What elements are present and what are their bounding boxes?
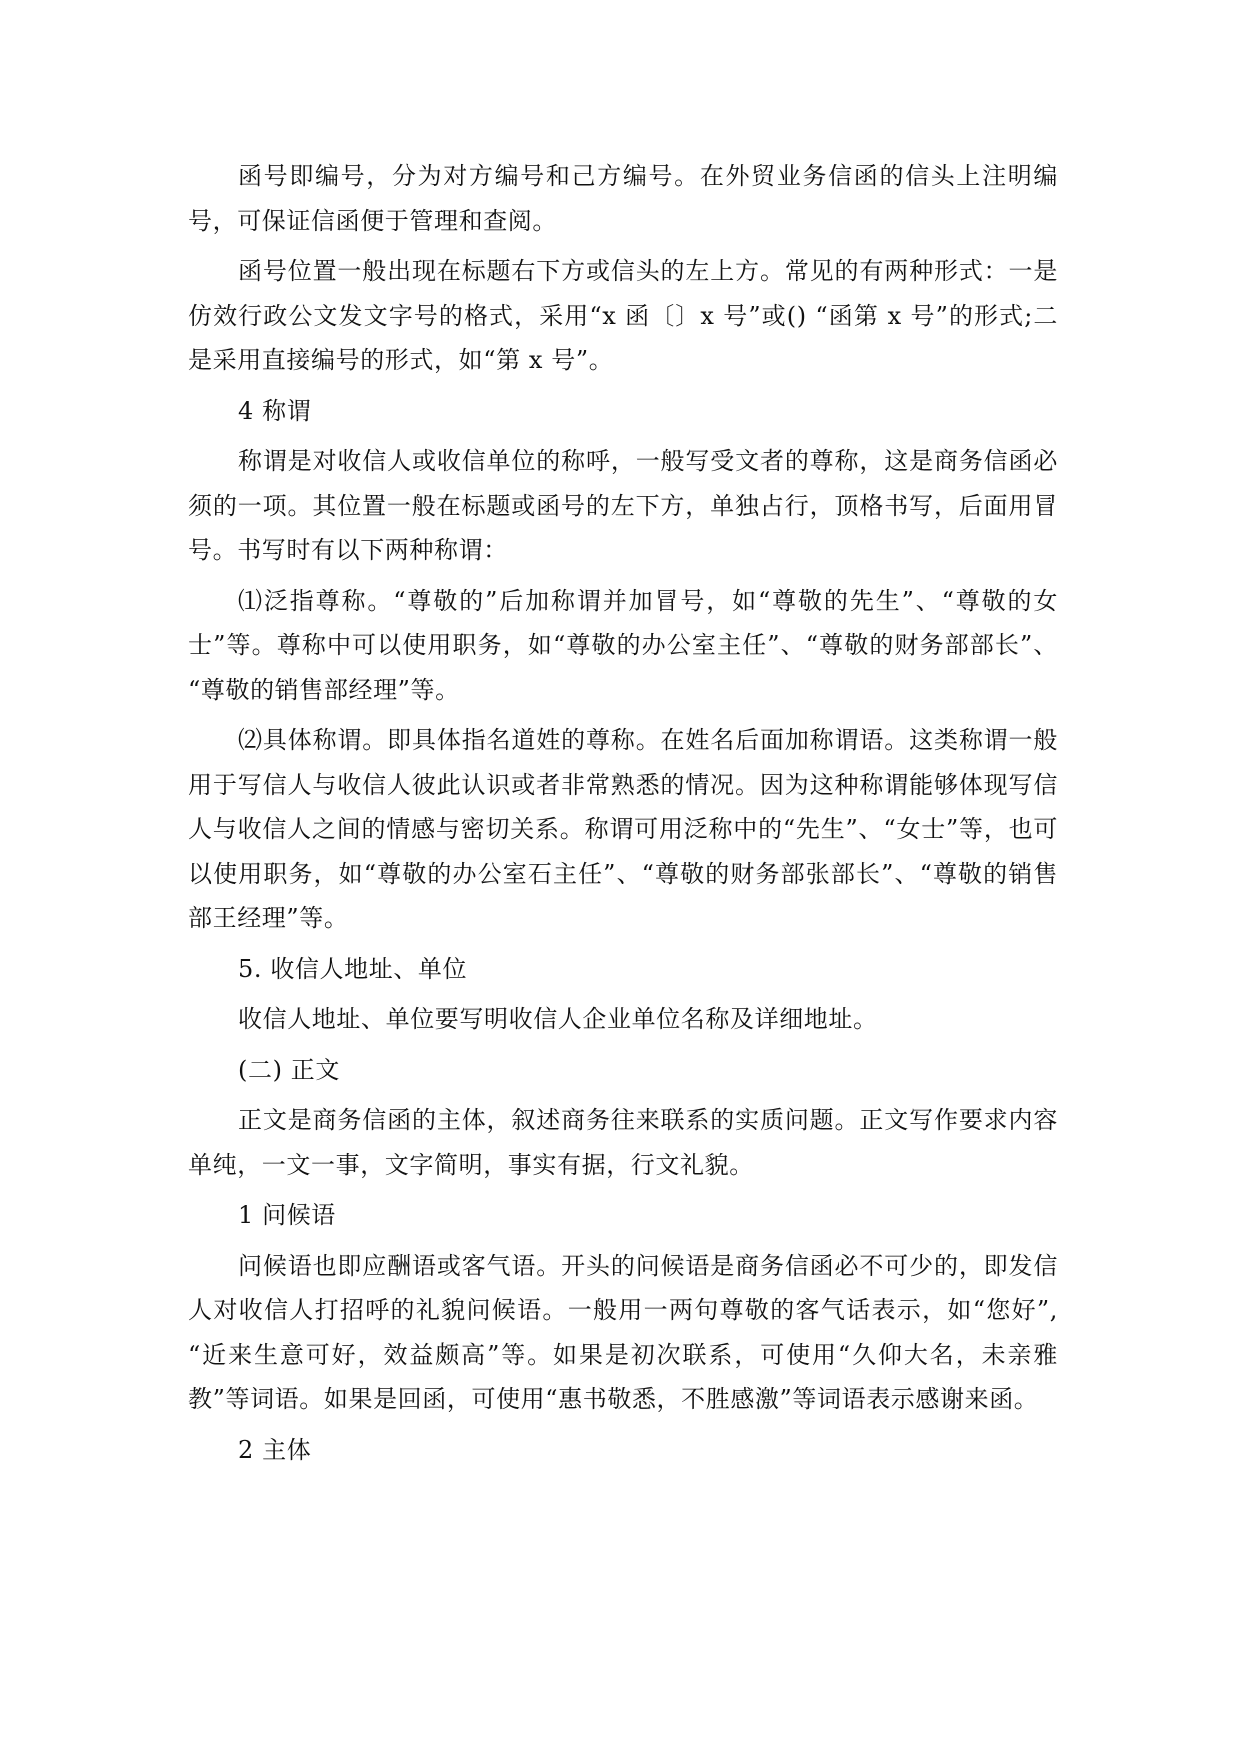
section-heading: 1 问候语 — [238, 1201, 336, 1229]
document-body — [188, 154, 1058, 1478]
paragraph: 正文是商务信函的主体，叙述商务往来联系的实质问题。正文写作要求内容单纯，一文一事，文字简明，事实有据，行文礼貌。 — [188, 1106, 1058, 1179]
paragraph: 问候语也即应酬语或客气语。开头的问候语是商务信函必不可少的，即发信人对收信人打招呼的礼貌问候语。一般用一两句尊敬的客气话表示，如“您好”, “近来生意可好，效益颇高”等。如果是初次联系，可使用“久仰大名，未亲雅教”等词语。如果是回函，可使用“惠书敬悉，不胜感激”等词语表示感谢来函。 — [188, 1251, 1058, 1413]
paragraph: 函号位置一般出现在标题右下方或信头的左上方。常见的有两种形式：一是仿效行政公文发文字号的格式，采用“x 函〔〕x 号”或() “函第 x 号”的形式;二是采用直接编号的形式，如“第 x 号”。 — [188, 257, 1058, 374]
section-heading: 4 称谓 — [238, 396, 312, 425]
paragraph: 函号即编号，分为对方编号和己方编号。在外贸业务信函的信头上注明编号，可保证信函便于管理和查阅。 — [188, 162, 1058, 235]
section-heading: (二) 正文 — [238, 1055, 340, 1084]
section-heading: 2 主体 — [238, 1435, 312, 1464]
paragraph: 收信人地址、单位要写明收信人企业单位名称及详细地址。 — [238, 1005, 878, 1033]
paragraph: ⑵具体称谓。即具体指名道姓的尊称。在姓名后面加称谓语。这类称谓一般用于写信人与收信人彼此认识或者非常熟悉的情况。因为这种称谓能够体现写信人与收信人之间的情感与密切关系。称谓可用泛称中的“先生”、“女士”等，也可以使用职务，如“尊敬的办公室石主任”、“尊敬的财务部张部长”、“尊敬的销售部王经理”等。 — [188, 726, 1058, 932]
paragraph: ⑴泛指尊称。“尊敬的”后加称谓并加冒号，如“尊敬的先生”、“尊敬的女士”等。尊称中可以使用职务，如“尊敬的办公室主任”、“尊敬的财务部部长”、 “尊敬的销售部经理”等。 — [188, 586, 1058, 704]
section-heading: 5. 收信人地址、单位 — [238, 954, 468, 983]
paragraph: 称谓是对收信人或收信单位的称呼，一般写受文者的尊称，这是商务信函必须的一项。其位置一般在标题或函号的左下方，单独占行，顶格书写，后面用冒号。书写时有以下两种称谓： — [188, 447, 1058, 564]
